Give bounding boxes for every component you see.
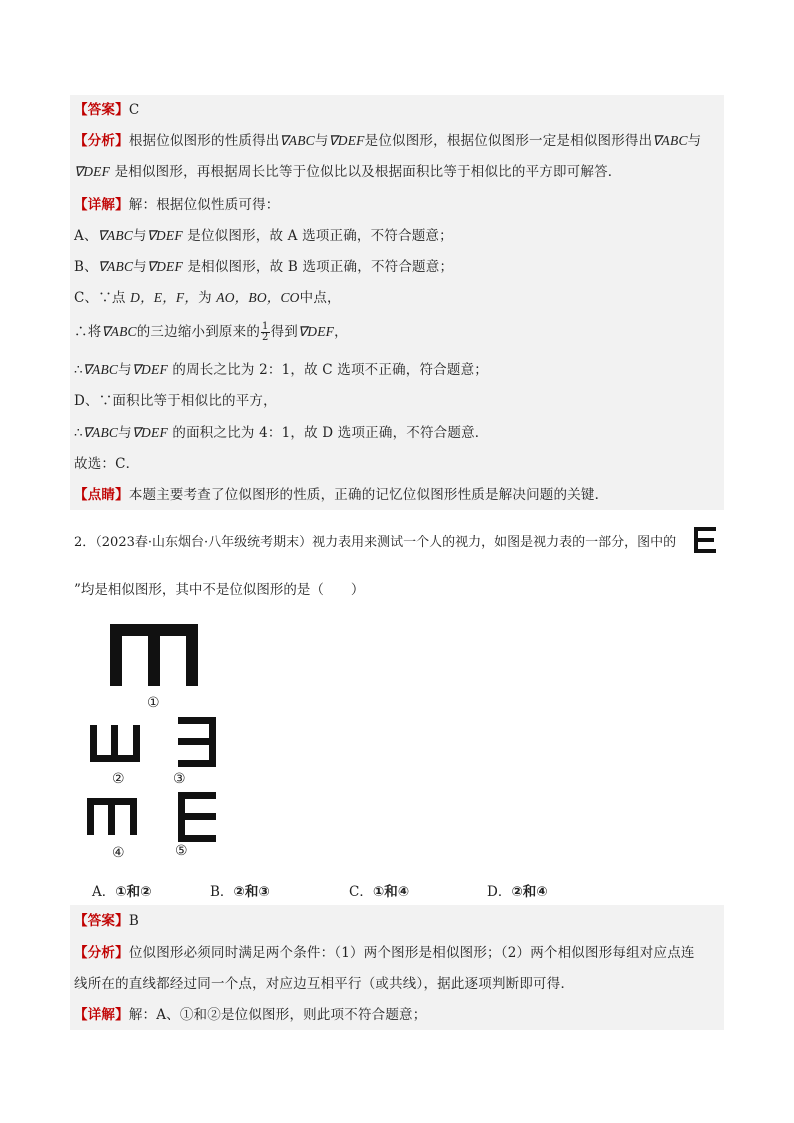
answer-tag-2: 【答案】 xyxy=(74,913,129,929)
e-figure-3-icon xyxy=(178,717,216,767)
option-b[interactable]: B．②和③ xyxy=(210,884,270,900)
detail-line-so2: ∴∇ABC与∇DEF 的周长之比为 2：1，故 C 选项不正确，符合题意； xyxy=(74,362,488,378)
detail-line-so3: ∴∇ABC与∇DEF 的面积之比为 4：1，故 D 选项正确，不符合题意． xyxy=(74,425,489,441)
analysis-tag-2: 【分析】 xyxy=(74,945,129,961)
option-a[interactable]: A．①和② xyxy=(92,884,152,900)
analysis2-line-1: 【分析】位似图形必须同时满足两个条件：（1）两个图形是相似图形；（2）两个相似图形每组对应点连 xyxy=(74,945,695,961)
detail-line-A: A、∇ABC与∇DEF 是位似图形，故 A 选项正确，不符合题意； xyxy=(74,228,453,244)
e-figure-1-icon xyxy=(110,624,198,688)
detail-line-C: C、∵点 D，E，F，为 AO，BO，CO中点， xyxy=(74,290,341,306)
analysis2-line-2: 线所在的直线都经过同一个点，对应边互相平行（或共线），据此逐项判断即可得． xyxy=(74,976,575,992)
detail-line-B: B、∇ABC与∇DEF 是相似图形，故 B 选项正确，不符合题意； xyxy=(74,259,454,275)
detail2-line-1: 【详解】解：A、①和②是位似图形，则此项不符合题意； xyxy=(74,1007,427,1023)
label-4: ④ xyxy=(112,845,125,861)
detail-line-choose: 故选：C． xyxy=(74,456,140,472)
answer-line-2: 【答案】B xyxy=(74,913,139,929)
answer-line-1: 【答案】C xyxy=(74,102,140,118)
label-1: ① xyxy=(147,695,160,711)
detail-tag-2: 【详解】 xyxy=(74,1007,129,1023)
label-3: ③ xyxy=(173,771,186,787)
label-5: ⑤ xyxy=(175,843,188,859)
comment-tag: 【点睛】 xyxy=(74,487,129,503)
comment-line: 【点睛】本题主要考查了位似图形的性质，正确的记忆位似图形性质是解决问题的关键． xyxy=(74,487,609,503)
detail-line-so1: ∴将∇ABC的三边缩小到原来的 $\frac{1}{2}$ 得到∇DEF， xyxy=(74,321,348,343)
option-c[interactable]: C．①和④ xyxy=(349,884,410,900)
fraction-one-half: $\frac{1}{2}$ xyxy=(262,321,269,343)
analysis-line-1: 【分析】根据位似图形的性质得出∇ABC与∇DEF是位似图形，根据位似图形一定是相似图形得出∇ABC与 xyxy=(74,133,702,149)
answer-tag: 【答案】 xyxy=(74,102,129,118)
e-figure-2-icon xyxy=(90,725,140,763)
question-2-stem-2: ”均是相似图形，其中不是位似图形的是（ ） xyxy=(74,582,365,598)
e-figure-5-icon xyxy=(178,792,216,842)
detail-line-0: 【详解】解：根据位似性质可得： xyxy=(74,197,280,213)
detail-tag: 【详解】 xyxy=(74,197,129,213)
analysis-line-2: ∇DEF 是相似图形，再根据周长比等于位似比以及根据面积比等于相似比的平方即可解答． xyxy=(74,164,622,180)
label-2: ② xyxy=(112,771,125,787)
e-figure-4-icon xyxy=(87,798,137,836)
e-letter-inline-icon xyxy=(692,525,718,555)
question-2-stem-1: 2．（2023春·山东烟台·八年级统考期末）视力表用来测试一个人的视力，如图是视力表的一部分，图中的 xyxy=(74,535,677,550)
detail-line-D: D、∵面积比等于相似比的平方， xyxy=(74,393,277,409)
option-d[interactable]: D．②和④ xyxy=(487,884,548,900)
analysis-tag: 【分析】 xyxy=(74,133,129,149)
